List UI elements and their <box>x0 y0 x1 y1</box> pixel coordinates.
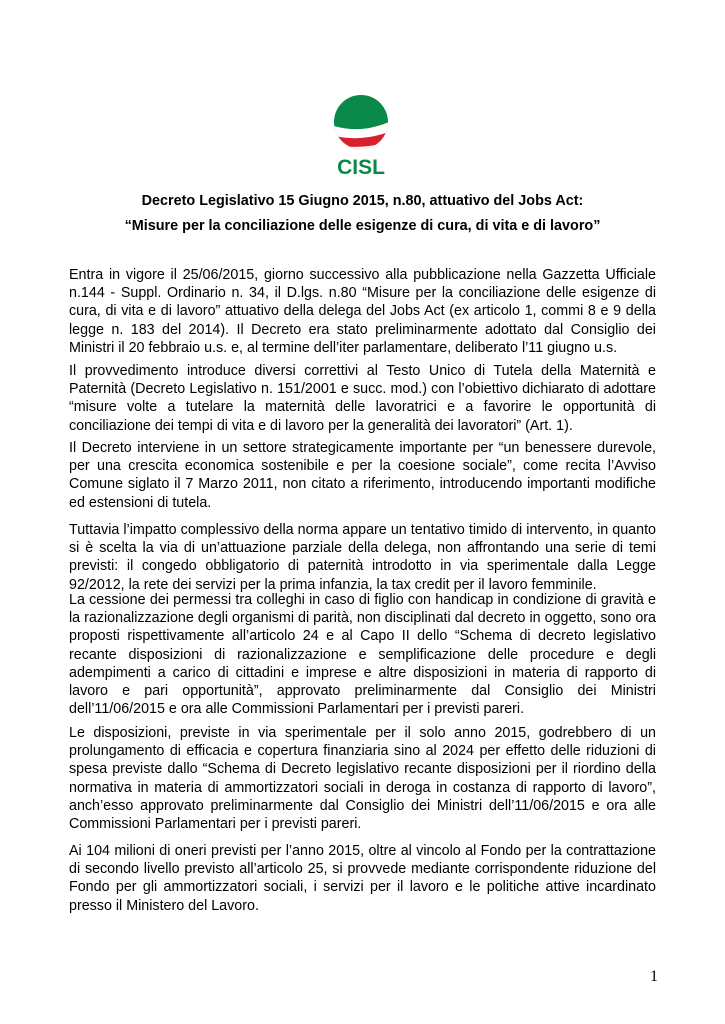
page-number: 1 <box>650 968 658 985</box>
paragraph-3: Il Decreto interviene in un settore strategicamente importante per “un benessere durevole, per una crescita economica sostenibile e per la coesione sociale”, come recita l’Avviso Comune siglato il 7 Marzo 2011, non citato a riferimento, introducendo importanti modifiche ed estensioni di tutela. <box>69 440 656 511</box>
paragraph-5: La cessione dei permessi tra colleghi in caso di figlio con handicap in condizione di gravità e la razionalizzazione degli organismi di parità, non disciplinati dal decreto in oggetto, sono ora proposti rispettivamente all’articolo 24 e al Capo II dello “Schema di decreto legislativo recante disposizioni di razionalizzazione e semplificazione delle procedure e degli adempimenti a carico di cittadini e imprese e altre disposizioni in materia di rapporto di lavoro e pari opportunità”, approvato preliminarmente dal Consiglio dei Ministri dell’11/06/2015 e ora alle Commissioni Parlamentari per i previsti pareri. <box>69 592 656 718</box>
document-title: Decreto Legislativo 15 Giugno 2015, n.80, attuativo del Jobs Act: <box>141 193 584 209</box>
paragraph-6: Le disposizioni, previste in via sperimentale per il solo anno 2015, godrebbero di un prolungamento di efficacia e copertura finanziaria sino al 2024 per effetto delle riduzioni di spesa previste dallo “Schema di Decreto legislativo recante disposizioni per il riordino della normativa in materia di ammortizzatori sociali in deroga in costanza di rapporto di lavoro”, anch’esso approvato preliminarmente dal Consiglio dei Ministri dell’11/06/2015 e ora alle Commissioni Parlamentari per i previsti pareri. <box>69 725 656 833</box>
paragraph-1: Entra in vigore il 25/06/2015, giorno successivo alla pubblicazione nella Gazzetta Ufficiale n.144 - Suppl. Ordinario n. 34, il D.lgs. n.80 “Misure per la conciliazione delle esigenze di cura, di vita e di lavoro” attuativo della delega del Jobs Act (ex articolo 1, commi 8 e 9 della legge n. 183 del 2014). Il Decreto era stato preliminarmente adottato dal Consiglio dei Ministri il 20 febbraio u.s. e, al termine dell’iter parlamentare, deliberato l’11 giugno u.s. <box>69 267 656 356</box>
logo-text: CISL <box>337 156 385 177</box>
paragraph-7: Ai 104 milioni di oneri previsti per l’anno 2015, oltre al vincolo al Fondo per la contrattazione di secondo livello previsto all’articolo 25, si provvede mediante corrispondente riduzione del Fondo per gli ammortizzatori sociali, i servizi per il lavoro e le politiche attive incardinato presso il Ministero del Lavoro. <box>69 843 656 914</box>
paragraph-4: Tuttavia l’impatto complessivo della norma appare un tentativo timido di intervento, in quanto si è scelta la via di un’attuazione parziale della delega, non affrontando una serie di temi previsti: il congedo obbligatorio di paternità introdotto in via sperimentale dalla Legge 92/2012, la rete dei servizi per la prima infanzia, la tax credit per il lavoro femminile. <box>69 522 656 593</box>
paragraph-2: Il provvedimento introduce diversi correttivi al Testo Unico di Tutela della Maternità e Paternità (Decreto Legislativo n. 151/2001 e succ. mod.) con l’obiettivo dichiarato di adottare “misure volte a tutelare la maternità delle lavoratrici e a favorire le opportunità di conciliazione dei tempi di vita e di lavoro per la generalità dei lavoratori” (Art. 1). <box>69 363 656 434</box>
cisl-logo <box>331 95 391 177</box>
document-subtitle: “Misure per la conciliazione delle esigenze di cura, di vita e di lavoro” <box>124 218 601 234</box>
